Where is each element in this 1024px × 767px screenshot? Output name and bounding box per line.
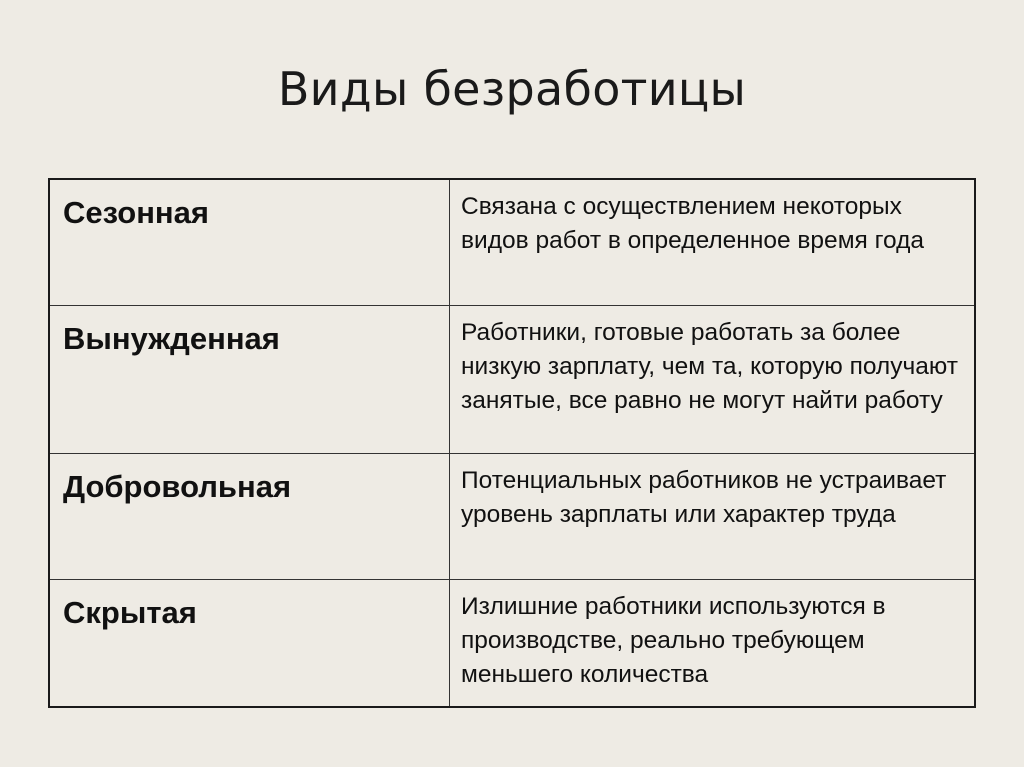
table-row xyxy=(49,179,975,305)
slide-title: Виды безработицы xyxy=(277,62,747,116)
unemployment-types-table xyxy=(48,178,976,708)
term-cell: Сезонная xyxy=(49,179,450,305)
table-row xyxy=(49,305,975,453)
description-cell: Работники, готовые работать за более низкую зарплату, чем та, которую получают занятые, все равно не могут найти работу xyxy=(450,305,976,453)
table-row xyxy=(49,453,975,579)
table-row xyxy=(49,579,975,707)
term-cell: Вынужденная xyxy=(49,305,450,453)
term-cell: Скрытая xyxy=(49,579,450,707)
description-cell: Потенциальных работников не устраивает уровень зарплаты или характер труда xyxy=(450,453,976,579)
description-cell: Связана с осуществлением некоторых видов работ в определенное время года xyxy=(450,179,976,305)
description-cell: Излишние работники используются в производстве, реально требующем меньшего количества xyxy=(450,579,976,707)
term-cell: Добровольная xyxy=(49,453,450,579)
